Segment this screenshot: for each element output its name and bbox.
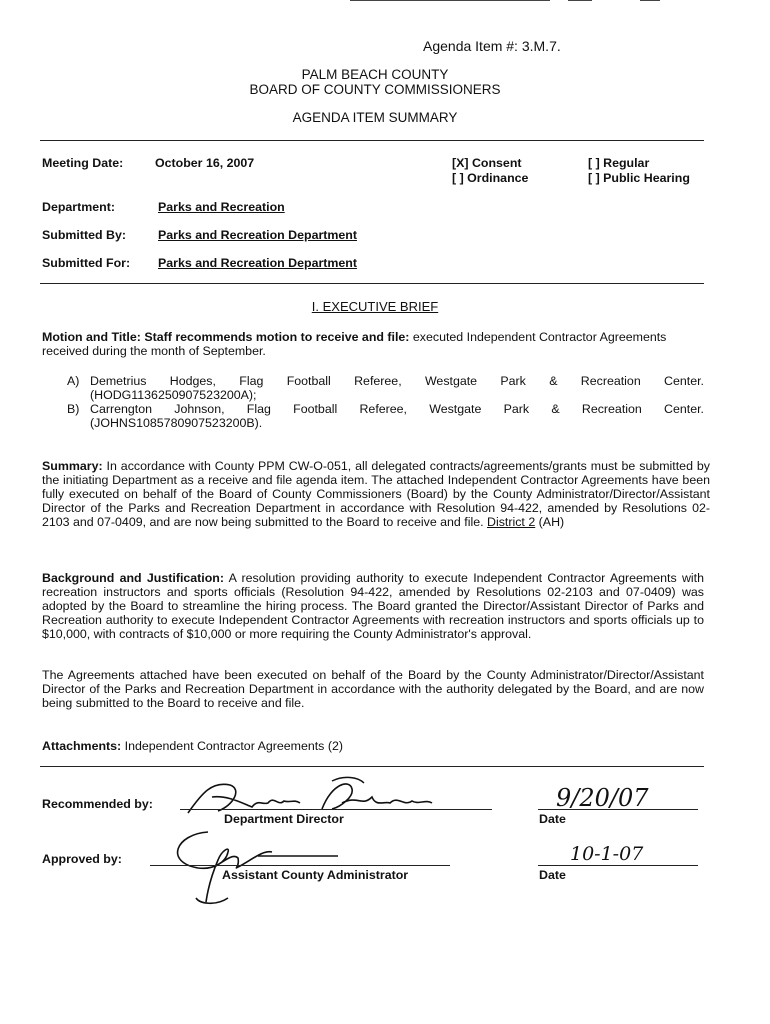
summary-paragraph	[42, 459, 710, 529]
motion-label: Motion and Title:	[42, 330, 141, 344]
list-item-text: Demetrius Hodges, Flag Football Referee, Westgate Park & Recreation Center.	[90, 374, 704, 388]
approved-signature-line	[150, 865, 450, 866]
signature-divider	[40, 766, 704, 767]
list-item-code: (JOHNS1085780907523200B).	[90, 416, 263, 430]
list-item-marker: A)	[67, 374, 80, 388]
consent-option: [X] Consent	[452, 156, 522, 170]
attachments-row	[42, 739, 343, 753]
scan-mark	[350, 0, 550, 1]
motion-bold-text: Staff recommends motion to receive and file:	[144, 330, 410, 344]
document-title: AGENDA ITEM SUMMARY	[292, 110, 458, 125]
summary-text: In accordance with County PPM CW-O-051, all delegated contracts/agreements/grants must be submitted by the initiating Department as a receive and file agenda item. The attached Independent Contractor Agreements have been fully executed on behalf of the Board of County Commissioners (Board) by the County Administrator/Director/Assistant Director of the Parks and Recreation Department in accordance with Resolution 94-422, amended by Resolutions 02-2103 and 07-0409, and are now being submitted to the Board to receive and file.	[42, 459, 710, 529]
scan-mark	[568, 0, 592, 1]
header-divider	[40, 140, 704, 141]
public-hearing-option: [ ] Public Hearing	[588, 171, 690, 185]
submitted-by-label: Submitted By:	[42, 228, 126, 242]
summary-label: Summary:	[42, 459, 103, 473]
list-item	[90, 402, 704, 416]
approved-title: Assistant County Administrator	[222, 868, 409, 882]
recommended-by-label: Recommended by:	[42, 797, 153, 811]
agenda-item-number: Agenda Item #: 3.M.7.	[423, 38, 561, 54]
list-item-marker: B)	[67, 402, 80, 416]
executive-brief-heading: I. EXECUTIVE BRIEF	[311, 299, 439, 314]
department-value: Parks and Recreation	[158, 200, 285, 214]
list-item	[90, 374, 704, 388]
district-link: District 2	[487, 515, 536, 529]
section-divider	[40, 283, 704, 284]
summary-suffix: (AH)	[538, 515, 565, 529]
background-text: A resolution providing authority to execute Independent Contractor Agreements with recreation instructors and sports officials (Resolution 94-422, amended by Resolutions 02-2103 and 07-0409) was adopted by the Board to streamline the hiring process. The Board granted the Director/Assistant Director of Parks and Recreation authority to execute Independent Contractor Agreements with recreation instructors and sports officials up to $10,000, with contracts of $10,000 or more requiring the County Administrator's approval.	[42, 571, 704, 641]
approved-date-line	[538, 865, 698, 866]
ordinance-option: [ ] Ordinance	[452, 171, 529, 185]
county-name: PALM BEACH COUNTY	[301, 67, 449, 82]
recommended-title: Department Director	[224, 812, 344, 826]
attachments-value: Independent Contractor Agreements (2)	[124, 739, 343, 753]
background-paragraph	[42, 571, 704, 641]
background-text-2: The Agreements attached have been executed on behalf of the Board by the County Administrator/Director/Assistant Director of the Parks and Recreation Department in accordance with the authority delegated by the Board, and are now being submitted to the Board to receive and file.	[42, 668, 704, 710]
approved-by-label: Approved by:	[42, 852, 122, 866]
recommended-signature-line	[180, 809, 492, 810]
scan-mark	[640, 0, 660, 1]
meeting-date-label: Meeting Date:	[42, 156, 124, 170]
regular-option: [ ] Regular	[588, 156, 650, 170]
list-item-text: Carrengton Johnson, Flag Football Referee, Westgate Park & Recreation Center.	[90, 402, 704, 416]
motion-paragraph	[42, 330, 704, 358]
recommended-date-handwritten: 9/20/07	[556, 784, 649, 812]
submitted-by-value: Parks and Recreation Department	[158, 228, 358, 242]
submitted-for-label: Submitted For:	[42, 256, 131, 270]
attachments-label: Attachments:	[42, 739, 122, 753]
list-item-code: (HODG1136250907523200A);	[90, 388, 257, 402]
recommended-date-label: Date	[539, 812, 566, 826]
background-paragraph-2	[42, 668, 704, 710]
submitted-for-value: Parks and Recreation Department	[158, 256, 358, 270]
department-label: Department:	[42, 200, 115, 214]
background-label: Background and Justification:	[42, 571, 225, 585]
board-name: BOARD OF COUNTY COMMISSIONERS	[249, 82, 501, 97]
approved-date-label: Date	[539, 868, 566, 882]
meeting-date-value: October 16, 2007	[155, 156, 255, 170]
approved-date-handwritten: 10-1-07	[570, 843, 644, 865]
recommended-date-line	[538, 809, 698, 810]
motion-text: executed Independent Contractor Agreements received during the month of September.	[42, 330, 667, 358]
